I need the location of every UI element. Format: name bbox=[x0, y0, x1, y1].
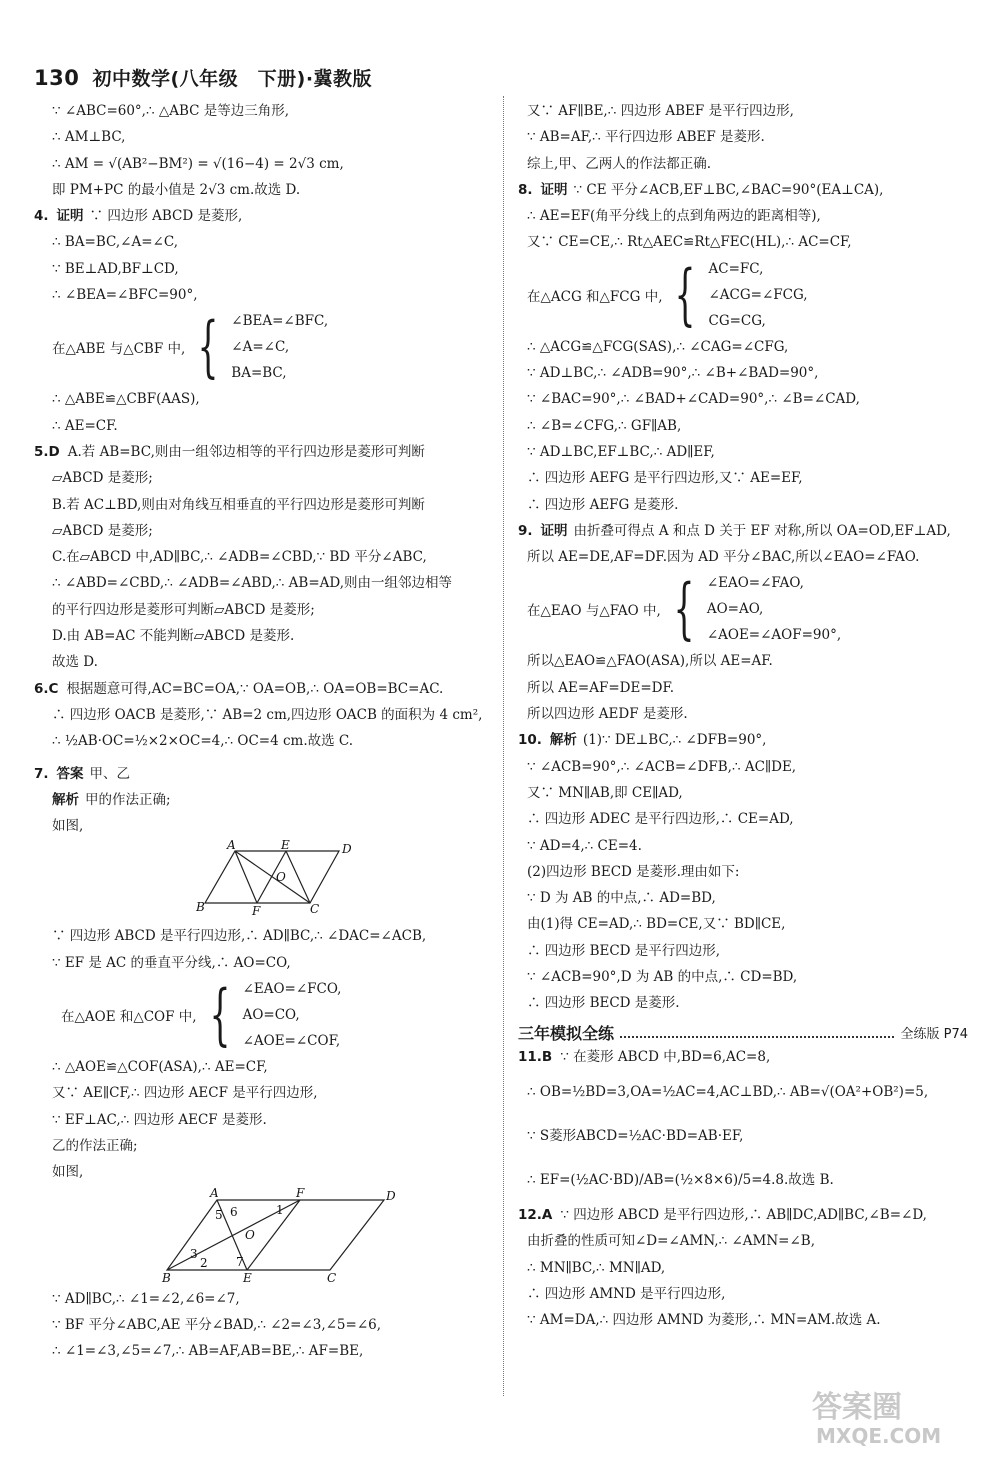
question-10: 10. 解析 (1)∵ DE⊥BC,∴ ∠DFB=90°, bbox=[518, 732, 767, 749]
text-line: ∵ EF⊥AC,∴ 四边形 AECF 是菱形. bbox=[52, 1111, 267, 1128]
label-D: D bbox=[386, 1188, 396, 1203]
text-line: 综上,甲、乙两人的作法都正确. bbox=[527, 155, 712, 172]
text-line: ∴ ∠B=∠CFG,∴ GF∥AB, bbox=[527, 417, 682, 434]
question-8: 8. 证明 ∵ CE 平分∠ACB,EF⊥BC,∠BAC=90°(EA⊥CA), bbox=[518, 181, 884, 198]
label-C: C bbox=[327, 1270, 337, 1282]
text-line: 所以四边形 AEDF 是菱形. bbox=[527, 706, 688, 723]
text-line: 如图, bbox=[52, 818, 84, 835]
text-line: ∵ BE⊥AD,BF⊥CD, bbox=[52, 260, 179, 277]
text-line: ∴ OB=½BD=3,OA=½AC=4,AC⊥BD,∴ AB=√(OA²+OB²)=5, bbox=[527, 1083, 929, 1100]
label-B: B bbox=[162, 1270, 171, 1282]
text-line: ▱ABCD 是菱形; bbox=[52, 522, 153, 539]
question-5: 5.D A.若 AB=BC,则由一组邻边相等的平行四边形是菱形可判断 bbox=[34, 443, 425, 460]
text-line: ∴ 四边形 AEFG 是菱形. bbox=[527, 496, 679, 513]
text-line: ∵ AD∥BC,∴ ∠1=∠2,∠6=∠7, bbox=[52, 1290, 240, 1307]
equation-system: 在△EAO 与△FAO 中, { ∠EAO=∠FAO, AO=AO, ∠AOE=∠AOF=90°, bbox=[527, 570, 842, 648]
figure-yi bbox=[52, 1186, 492, 1282]
text-line: ∴ 四边形 OACB 是菱形,∵ AB=2 cm,四边形 OACB 的面积为 4 cm², bbox=[52, 706, 483, 723]
text-line: ∴ 四边形 ADEC 是平行四边形,∴ CE=AD, bbox=[527, 811, 794, 828]
equation-system: 在△AOE 和△COF 中, { ∠EAO=∠FCO, AO=CO, ∠AOE=∠COF, bbox=[61, 976, 342, 1054]
text-line: ∴ MN∥BC,∴ MN∥AD, bbox=[527, 1259, 666, 1276]
text-line: 又∵ AF∥BE,∴ 四边形 ABEF 是平行四边形, bbox=[527, 103, 794, 119]
label-6: 6 bbox=[230, 1204, 238, 1219]
text-line: 所以 AE=DE,AF=DF.因为 AD 平分∠BAC,所以∠EAO=∠FAO. bbox=[527, 549, 920, 566]
text-line: ∵ EF 是 AC 的垂直平分线,∴ AO=CO, bbox=[52, 954, 291, 971]
text-line: ∵ BF 平分∠ABC,AE 平分∠BAD,∴ ∠2=∠3,∠5=∠6, bbox=[52, 1316, 382, 1333]
text-line: ∵ S菱形ABCD=½AC·BD=AB·EF, bbox=[527, 1127, 744, 1144]
text-line: 又∵ MN∥AB,即 CE∥AD, bbox=[527, 784, 683, 801]
question-12: 12.A ∵ 四边形 ABCD 是平行四边形,∴ AB∥DC,AD∥BC,∠B=∠D, bbox=[518, 1206, 927, 1223]
text-line: ∴ AM = √(AB²−BM²) = √(16−4) = 2√3 cm, bbox=[52, 155, 344, 172]
text-line: ∴ △AOE≌△COF(ASA),∴ AE=CF, bbox=[52, 1059, 268, 1076]
question-11: 11.B ∵ 在菱形 ABCD 中,BD=6,AC=8, bbox=[518, 1048, 771, 1065]
text-line: ∵ ∠ACB=90°,∴ ∠ACB=∠DFB,∴ AC∥DE, bbox=[527, 758, 797, 775]
text-line: 的平行四边形是菱形可判断▱ABCD 是菱形; bbox=[52, 601, 315, 618]
text-line: ∵ D 为 AB 的中点,∴ AD=BD, bbox=[527, 890, 716, 907]
label-2: 2 bbox=[200, 1255, 208, 1270]
text-line: ∴ 四边形 AEFG 是平行四边形,又∵ AE=EF, bbox=[527, 470, 803, 487]
label-B: B bbox=[196, 900, 205, 915]
text-line: 所以△EAO≌△FAO(ASA),所以 AE=AF. bbox=[527, 653, 773, 670]
text-line: ∴ ∠1=∠3,∠5=∠7,∴ AB=AF,AB=BE,∴ AF=BE, bbox=[52, 1343, 364, 1360]
text-line: ∵ 四边形 ABCD 是平行四边形,∴ AD∥BC,∴ ∠DAC=∠ACB, bbox=[52, 928, 427, 945]
equation-system: 在△ACG 和△FCG 中, { AC=FC, ∠ACG=∠FCG, CG=CG, bbox=[527, 255, 808, 333]
text-line: ∵ ∠ACB=90°,D 为 AB 的中点,∴ CD=BD, bbox=[527, 969, 798, 986]
text-line: ∵ AD⊥BC,EF⊥BC,∴ AD∥EF, bbox=[527, 443, 715, 460]
text-line: ∵ AD⊥BC,∴ ∠ADB=90°,∴ ∠B+∠BAD=90°, bbox=[527, 365, 819, 382]
section-title: 三年模拟全练 bbox=[518, 1023, 615, 1043]
question-4: 4. 证明 ∵ 四边形 ABCD 是菱形, bbox=[34, 208, 243, 225]
watermark-text: 答案圈 bbox=[812, 1390, 902, 1425]
text-line: B.若 AC⊥BD,则由对角线互相垂直的平行四边形是菱形可判断 bbox=[52, 496, 425, 513]
text-line: C.在▱ABCD 中,AD∥BC,∴ ∠ADB=∠CBD,∵ BD 平分∠ABC, bbox=[52, 549, 427, 566]
section-header bbox=[518, 1021, 968, 1044]
equation-system: 在△ABE 与△CBF 中, { ∠BEA=∠BFC, ∠A=∠C, BA=BC, bbox=[52, 308, 329, 386]
label-C: C bbox=[310, 902, 320, 917]
text-line: D.由 AB=AC 不能判断▱ABCD 是菱形. bbox=[52, 628, 295, 645]
text-line: 如图, bbox=[52, 1164, 84, 1181]
text-line: ∴ ∠BEA=∠BFC=90°, bbox=[52, 287, 198, 304]
text-line: 即 PM+PC 的最小值是 2√3 cm.故选 D. bbox=[52, 181, 301, 198]
text-line: ∵ AD=4,∴ CE=4. bbox=[527, 837, 642, 854]
label-A: A bbox=[210, 1185, 219, 1200]
section-ref: 全练版 P74 bbox=[900, 1026, 968, 1042]
text-line: ∴ 四边形 BECD 是平行四边形, bbox=[527, 942, 721, 959]
label-O: O bbox=[276, 870, 286, 885]
text-line: ∴ ∠ABD=∠CBD,∴ ∠ADB=∠ABD,∴ AB=AD,则由一组邻边相等 bbox=[52, 575, 453, 592]
book-title: 初中数学(八年级 下册)·冀教版 bbox=[92, 68, 373, 90]
text-line: ∴ 四边形 AMND 是平行四边形, bbox=[527, 1285, 726, 1302]
text-line: ∵ AM=DA,∴ 四边形 AMND 为菱形,∴ MN=AM.故选 A. bbox=[527, 1312, 881, 1329]
watermark-logo bbox=[802, 1379, 982, 1449]
text-line: (2)四边形 BECD 是菱形.理由如下: bbox=[527, 863, 740, 880]
label-F: F bbox=[252, 904, 261, 919]
label-F: F bbox=[296, 1185, 305, 1200]
text-line: 故选 D. bbox=[52, 654, 98, 671]
text-line: ∵ ∠BAC=90°,∴ ∠BAD+∠CAD=90°,∴ ∠B=∠CAD, bbox=[527, 391, 860, 408]
label-E: E bbox=[243, 1270, 252, 1282]
text-line: ∴ AE=EF(角平分线上的点到角两边的距离相等), bbox=[527, 208, 821, 225]
text-line: 所以 AE=AF=DE=DF. bbox=[527, 679, 675, 696]
question-7: 7. 答案 甲、乙 bbox=[34, 765, 131, 782]
watermark-url: MXQE.COM bbox=[816, 1424, 942, 1448]
column-divider bbox=[503, 96, 504, 1396]
label-5: 5 bbox=[215, 1207, 223, 1222]
text-line: ∴ ½AB·OC=½×2×OC=4,∴ OC=4 cm.故选 C. bbox=[52, 733, 354, 750]
text-line: ∴ 四边形 BECD 是菱形. bbox=[527, 995, 680, 1012]
text-line: ∴ △ACG≌△FCG(SAS),∴ ∠CAG=∠CFG, bbox=[527, 338, 789, 355]
page-header bbox=[34, 64, 372, 91]
label-3: 3 bbox=[190, 1246, 198, 1261]
right-column bbox=[518, 98, 968, 1333]
text-line: ∴ EF=(½AC·BD)/AB=(½×8×6)/5=4.8.故选 B. bbox=[527, 1171, 834, 1188]
text-line: 又∵ CE=CE,∴ Rt△AEC≌Rt△FEC(HL),∴ AC=CF, bbox=[527, 234, 852, 251]
text-line: ∴ AE=CF. bbox=[52, 417, 118, 434]
text-line: ∵ ∠ABC=60°,∴ △ABC 是等边三角形, bbox=[52, 103, 290, 119]
figure-jia bbox=[52, 839, 492, 919]
text-line: ▱ABCD 是菱形; bbox=[52, 470, 153, 487]
label-E: E bbox=[281, 839, 290, 853]
label-7: 7 bbox=[236, 1254, 244, 1269]
text-line: ∴ AM⊥BC, bbox=[52, 129, 126, 146]
text-line: ∴ △ABE≌△CBF(AAS), bbox=[52, 391, 200, 408]
page-number: 130 bbox=[34, 66, 80, 90]
text-line: 解析 甲的作法正确; bbox=[52, 791, 171, 808]
question-6: 6.C 根据题意可得,AC=BC=OA,∵ OA=OB,∴ OA=OB=BC=AC. bbox=[34, 680, 444, 697]
text-line: 由(1)得 CE=AD,∴ BD=CE,又∵ BD∥CE, bbox=[527, 916, 786, 933]
left-column bbox=[34, 98, 492, 1364]
label-O: O bbox=[245, 1227, 255, 1242]
label-A: A bbox=[227, 839, 236, 853]
text-line: ∴ BA=BC,∠A=∠C, bbox=[52, 234, 178, 251]
text-line: 乙的作法正确; bbox=[52, 1137, 138, 1154]
question-9: 9. 证明 由折叠可得点 A 和点 D 关于 EF 对称,所以 OA=OD,EF⊥AD, bbox=[518, 522, 951, 539]
text-line: 由折叠的性质可知∠D=∠AMN,∴ ∠AMN=∠B, bbox=[527, 1233, 815, 1250]
label-1: 1 bbox=[276, 1202, 284, 1217]
text-line: 又∵ AE∥CF,∴ 四边形 AECF 是平行四边形, bbox=[52, 1085, 318, 1102]
text-line: ∵ AB=AF,∴ 平行四边形 ABEF 是菱形. bbox=[527, 129, 765, 146]
label-D: D bbox=[342, 842, 352, 857]
